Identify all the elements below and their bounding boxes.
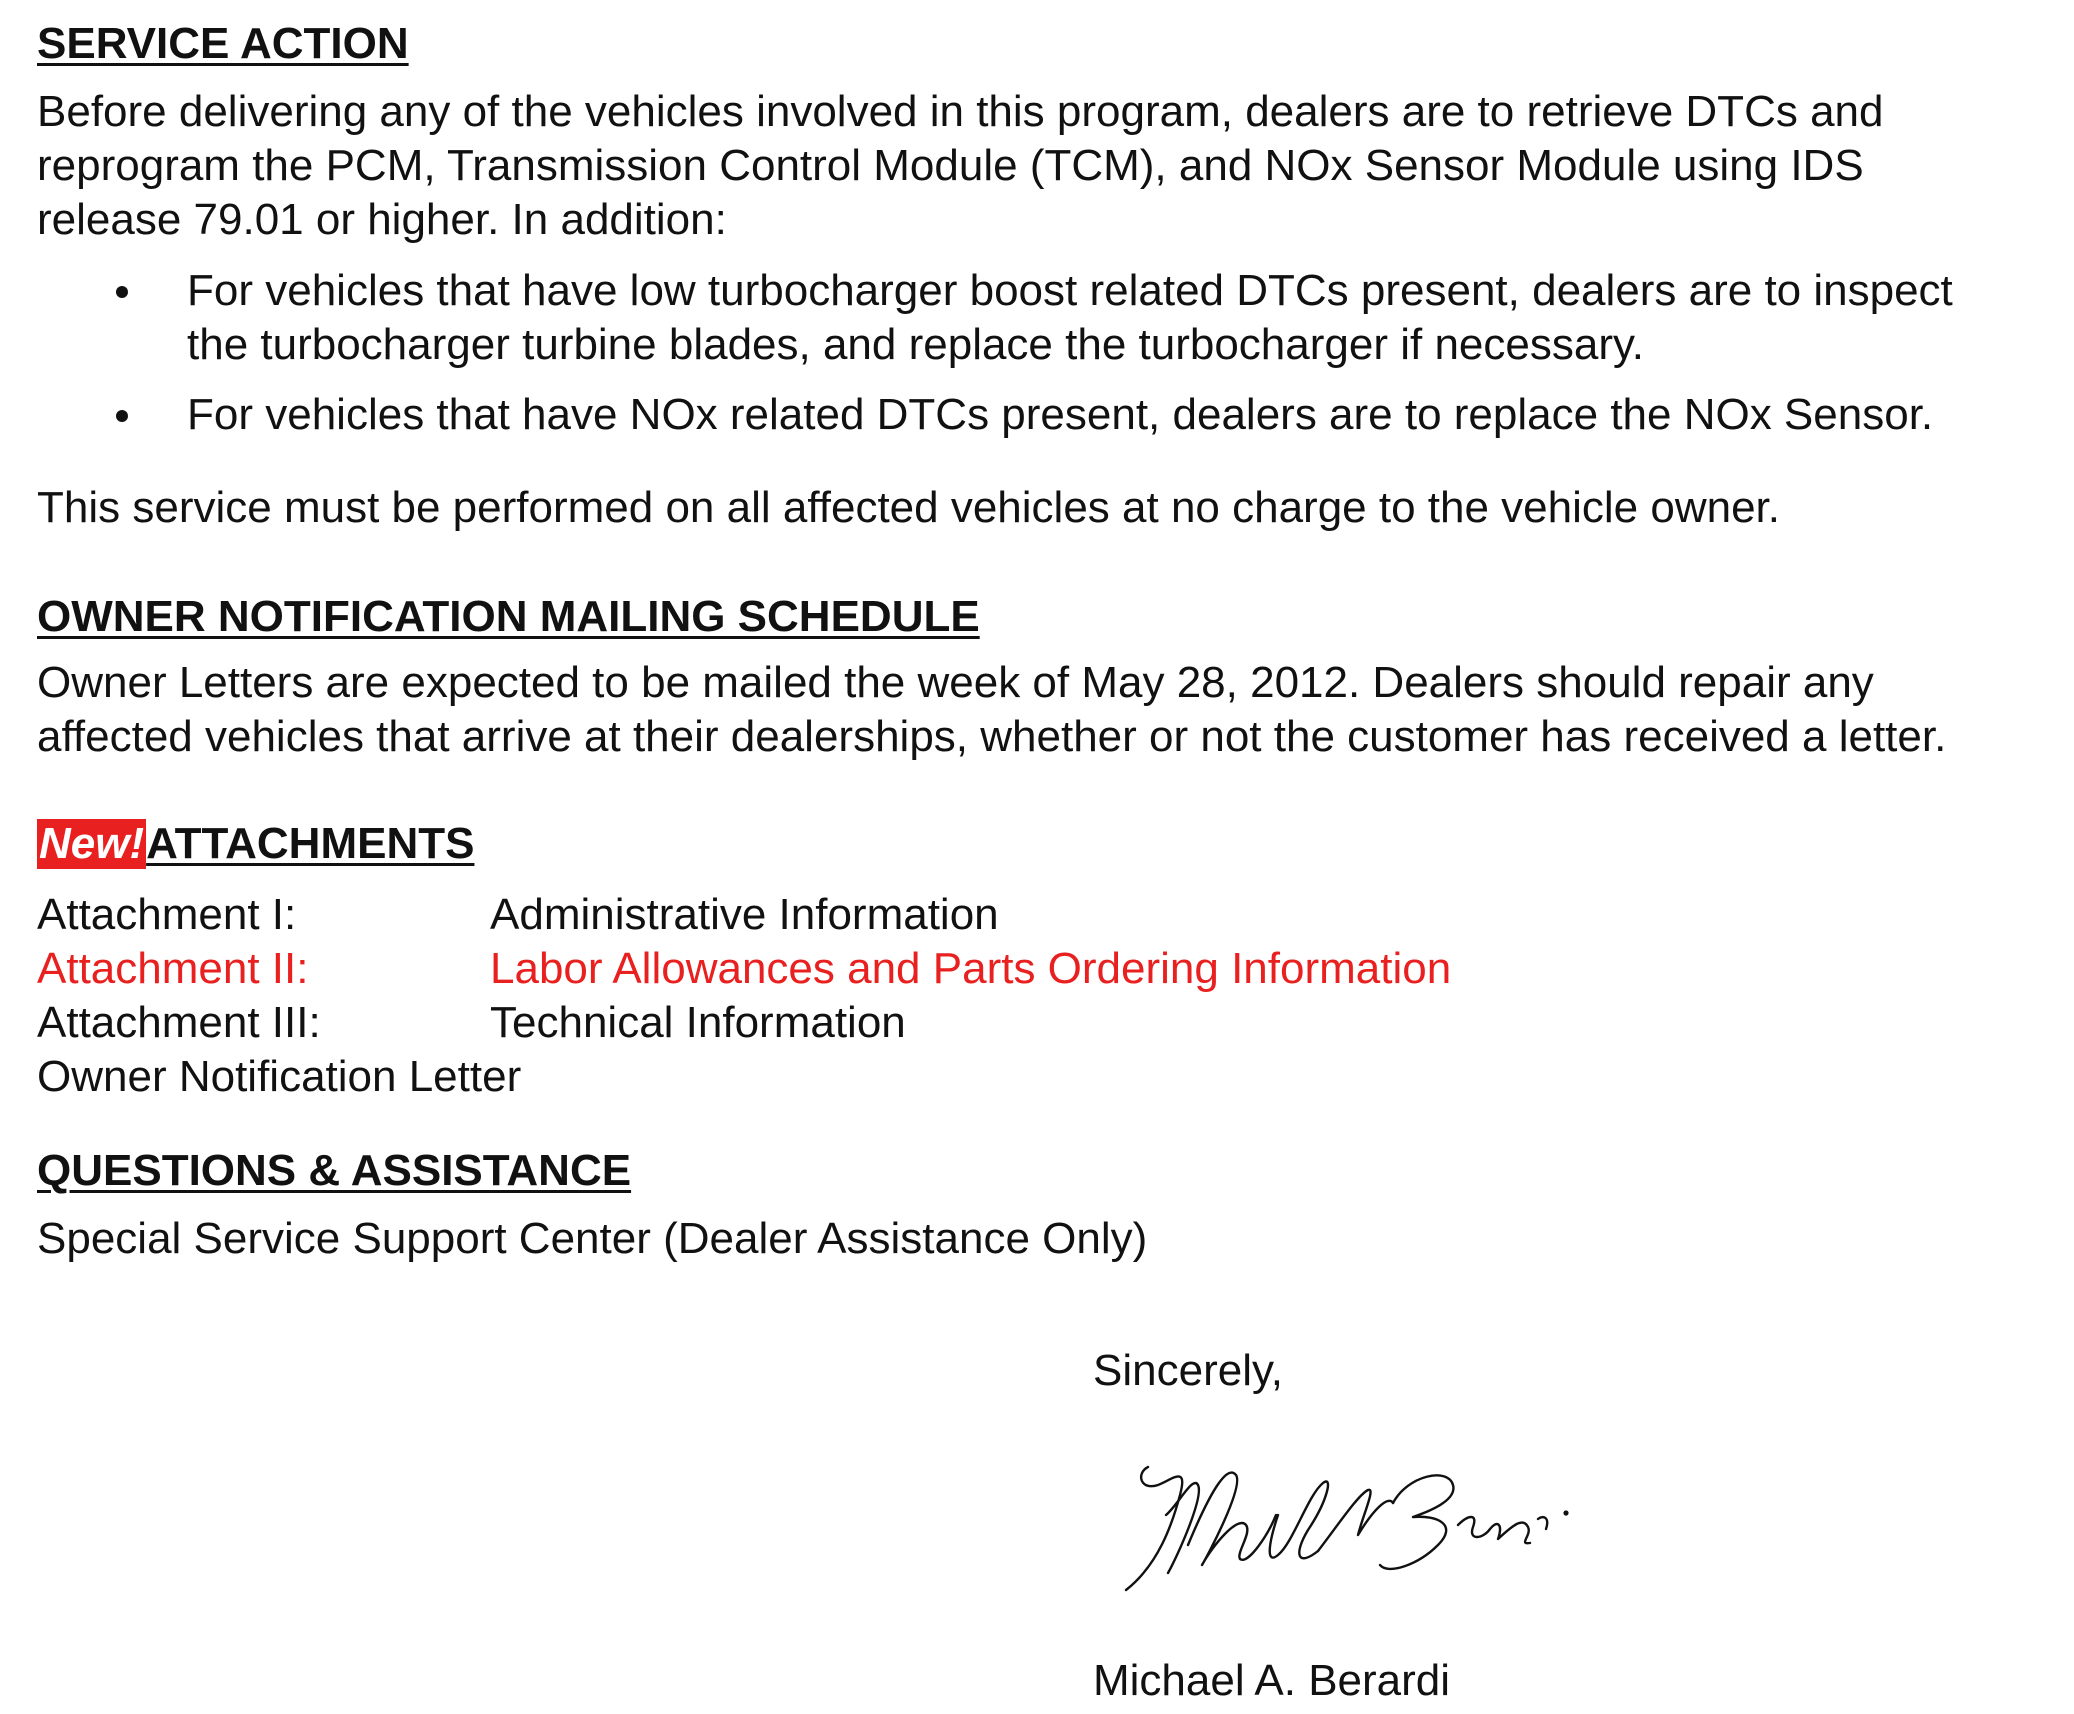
attachment-label: Attachment I: (37, 890, 297, 939)
salutation: Sincerely, (1093, 1346, 1283, 1395)
attachment-label: Attachment III: (37, 998, 321, 1047)
attachment-row-i (37, 888, 1637, 942)
attachment-description: Labor Allowances and Parts Ordering Information (490, 944, 1452, 993)
mailing-schedule-heading: OWNER NOTIFICATION MAILING SCHEDULE (37, 592, 980, 641)
service-action-intro-line-3: release 79.01 or higher. In addition: (37, 195, 727, 244)
bullet-line: For vehicles that have NOx related DTCs present, dealers are to replace the NOx Sensor. (187, 390, 1934, 439)
mailing-schedule-line-1: Owner Letters are expected to be mailed the week of May 28, 2012. Dealers should repair any (37, 658, 1874, 707)
bullet-line: the turbocharger turbine blades, and replace the turbocharger if necessary. (187, 320, 1644, 369)
service-action-bullets (0, 264, 1953, 442)
attachments-heading-text: ATTACHMENTS (146, 819, 475, 868)
handwritten-signature (1118, 1455, 1578, 1605)
service-action-heading: SERVICE ACTION (37, 19, 409, 68)
attachment-label: Attachment II: (37, 944, 309, 993)
bullet-line: For vehicles that have low turbocharger boost related DTCs present, dealers are to inspect (187, 266, 1953, 315)
service-action-intro-line-1: Before delivering any of the vehicles involved in this program, dealers are to retrieve DTCs and (37, 87, 1884, 136)
attachment-row-iii (37, 996, 1637, 1050)
attachment-description: Technical Information (490, 998, 906, 1047)
owner-notification-letter: Owner Notification Letter (37, 1052, 522, 1101)
attachment-description: Administrative Information (490, 890, 999, 939)
service-action-closing: This service must be performed on all affected vehicles at no charge to the vehicle owner. (37, 483, 1781, 532)
bullet-dot (116, 286, 128, 298)
mailing-schedule-line-2: affected vehicles that arrive at their dealerships, whether or not the customer has received a letter. (37, 712, 1947, 761)
bullet-item-nox-sensor (0, 388, 1953, 442)
attachment-row-ii (37, 942, 1637, 996)
attachments-heading (37, 817, 474, 871)
new-badge: New! (39, 819, 145, 868)
service-action-intro-line-2: reprogram the PCM, Transmission Control Module (TCM), and NOx Sensor Module using IDS (37, 141, 1864, 190)
signature-name: Michael A. Berardi (1093, 1656, 1451, 1705)
questions-line: Special Service Support Center (Dealer Assistance Only) (37, 1214, 1148, 1263)
bullet-item-turbocharger (0, 264, 1953, 372)
questions-heading: QUESTIONS & ASSISTANCE (37, 1146, 632, 1195)
bullet-dot (116, 410, 128, 422)
